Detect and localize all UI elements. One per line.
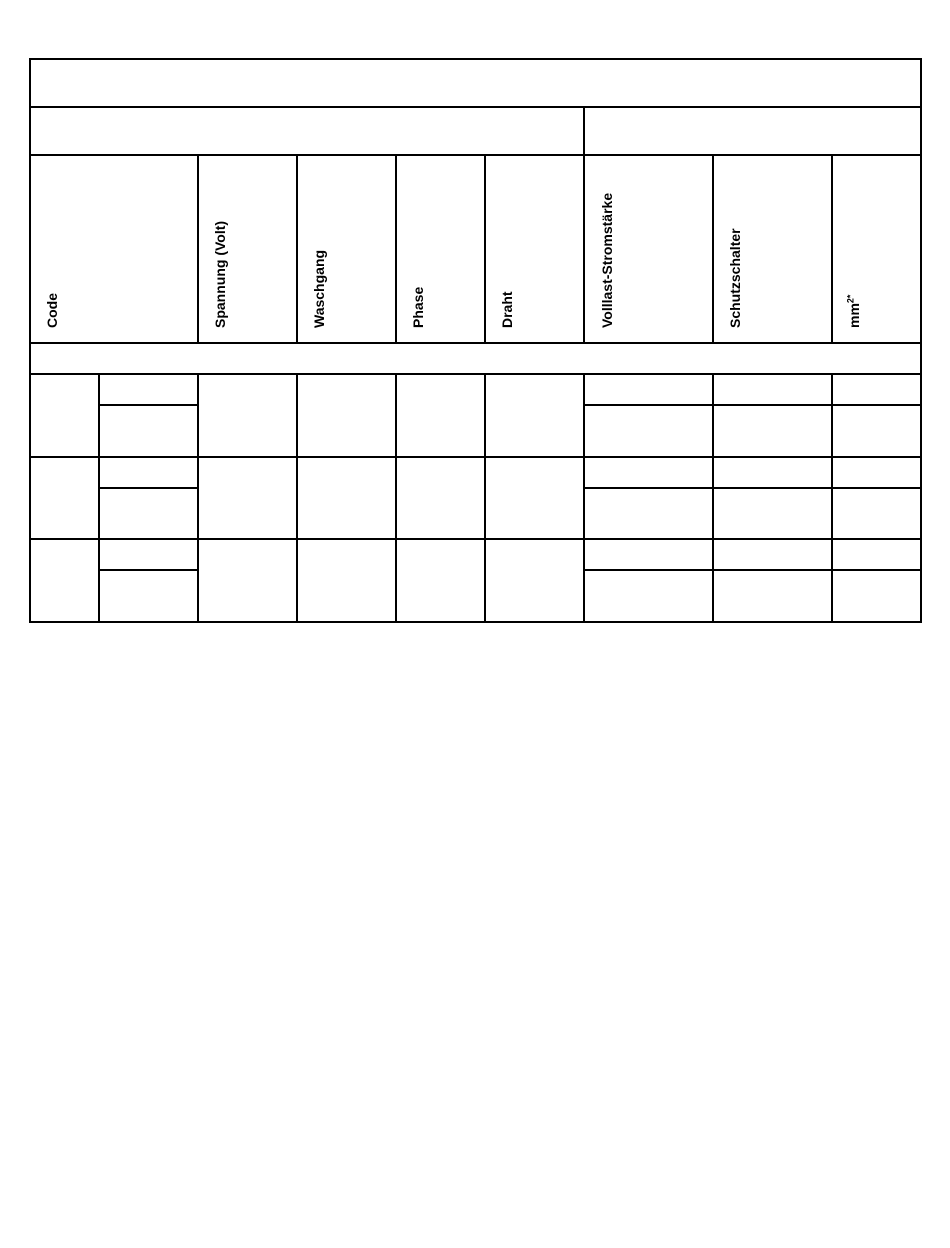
section-row (31, 344, 919, 373)
column-header-phase-label: Phase (410, 286, 426, 328)
wire-size-superscript: 2* (845, 294, 856, 304)
col-divider-voltage-body (197, 373, 199, 623)
col-divider-full-load-body (583, 373, 585, 623)
rule-below-row-2 (29, 538, 922, 540)
table-row (31, 458, 919, 538)
col-divider-breaker-body (712, 373, 714, 623)
column-header-full-load-current (585, 156, 712, 342)
col-divider-wire-body (484, 373, 486, 623)
column-header-wire-size-label (846, 295, 862, 328)
column-header-wire (486, 156, 583, 342)
rule-below-header (29, 342, 922, 344)
col-divider-breaker (712, 154, 714, 343)
rule-below-group (29, 154, 922, 156)
col-divider-wash-cycle (296, 154, 298, 343)
col-divider-wire-size-body (831, 373, 833, 623)
column-header-phase (397, 156, 484, 342)
table-row (31, 375, 919, 456)
subrow-rule-2b (583, 487, 922, 489)
wire-size-unit: mm (846, 303, 862, 328)
rule-below-section (29, 373, 922, 375)
table-row (31, 540, 919, 621)
rule-below-row-1 (29, 456, 922, 458)
col-divider-wire-size (831, 154, 833, 343)
col-divider-wire (484, 154, 486, 343)
subrow-rule-1a (98, 404, 199, 406)
column-header-full-load-current-label: Volllast-Stromstärke (599, 192, 615, 328)
subrow-rule-1b (583, 404, 922, 406)
column-header-breaker-label: Schutzschalter (727, 228, 743, 328)
column-header-voltage (199, 156, 296, 342)
table-border-bottom (29, 621, 922, 623)
column-header-code-label: Code (44, 293, 60, 328)
col-divider-code-sub (98, 373, 100, 623)
column-header-wash-cycle (298, 156, 395, 342)
subrow-rule-2a (98, 487, 199, 489)
col-divider-full-load (583, 154, 585, 343)
col-divider-voltage (197, 154, 199, 343)
divider-group (583, 106, 585, 156)
column-header-breaker (714, 156, 831, 342)
group-header-left (31, 108, 583, 154)
table-border-top (29, 58, 922, 60)
column-header-wire-label: Draht (499, 291, 515, 328)
column-header-code (31, 156, 197, 342)
subrow-rule-3a (98, 569, 199, 571)
col-divider-phase-body (395, 373, 397, 623)
col-divider-wash-cycle-body (296, 373, 298, 623)
subrow-rule-3b (583, 569, 922, 571)
column-header-wire-size (833, 156, 919, 342)
group-header-right (585, 108, 919, 154)
table-title-cell (31, 60, 919, 106)
col-divider-phase (395, 154, 397, 343)
column-header-voltage-label: Spannung (Volt) (212, 220, 228, 328)
column-header-wash-cycle-label: Waschgang (311, 249, 327, 328)
rule-below-title (29, 106, 922, 108)
